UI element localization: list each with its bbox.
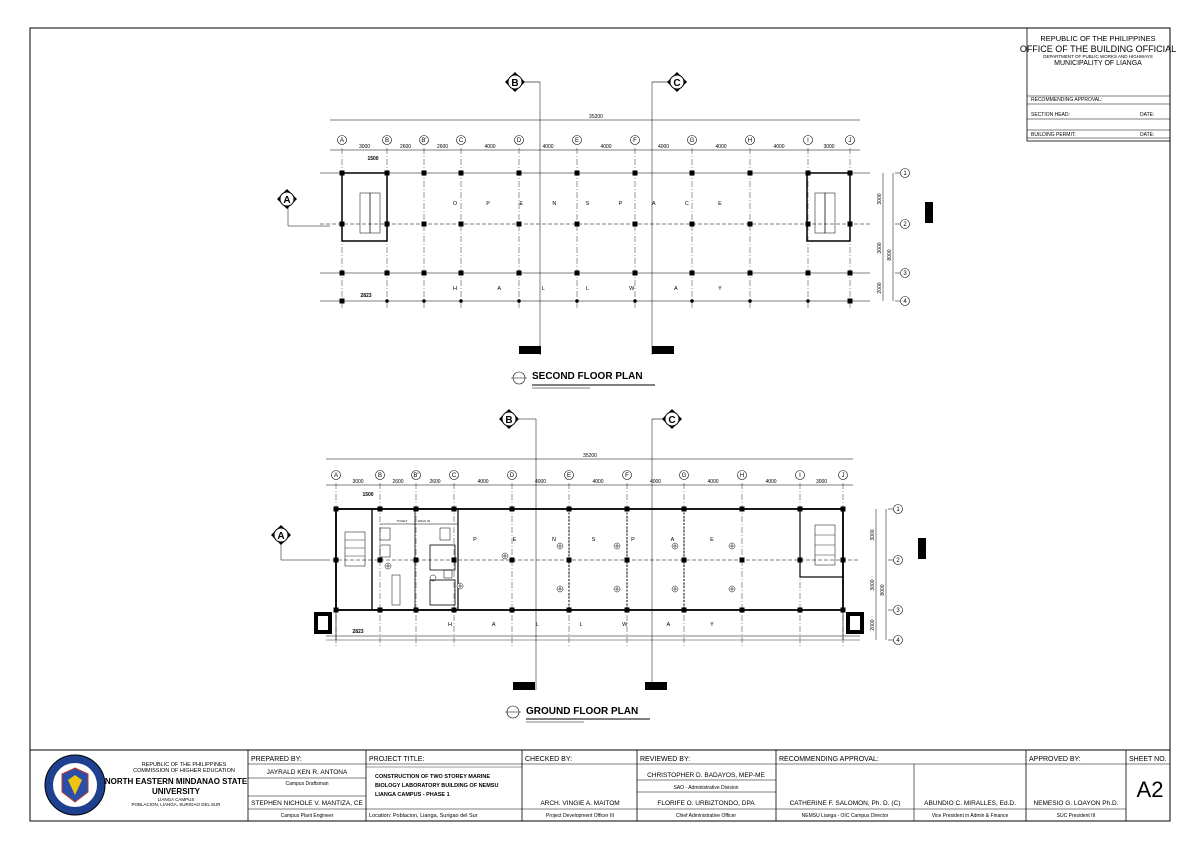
- project-title-label: PROJECT TITLE:: [369, 756, 425, 763]
- ground-floor-plan: [271, 409, 926, 722]
- prepared-role-2: Campus Plant Engineer: [280, 813, 334, 819]
- school-name: UNIVERSITY: [151, 787, 201, 796]
- row-dimension: 2000: [870, 619, 876, 631]
- entrance-right: [846, 612, 864, 634]
- column-dimension: 4000: [657, 144, 670, 150]
- grid-label: B': [421, 138, 427, 145]
- toilet-label: TOILET: [396, 519, 408, 523]
- office-date-1: DATE:: [1140, 112, 1155, 118]
- office-municipality: MUNICIPALITY OF LIANGA: [1054, 60, 1142, 67]
- room-label-letter: N: [552, 201, 557, 207]
- column-dimension: 4000: [484, 144, 496, 150]
- column-dimension: 4000: [773, 144, 785, 150]
- room-label-letter: E: [710, 537, 714, 543]
- office-dept: DEPARTMENT OF PUBLIC WORKS AND HIGHWAYS: [1043, 54, 1153, 59]
- office-republic: REPUBLIC OF THE PHILIPPINES: [1040, 34, 1156, 43]
- grid-label: J: [841, 473, 845, 480]
- stair-left: [336, 509, 372, 610]
- room-label-letter: O: [452, 201, 458, 207]
- column-dimension: 4000: [707, 479, 719, 485]
- total-row-dimension: 8000: [880, 584, 886, 596]
- office-recommending: RECOMMENDING APPROVAL:: [1031, 97, 1103, 103]
- row-label: 3: [896, 608, 900, 615]
- room-label-letter: W: [629, 286, 635, 292]
- room-label-letter: C: [684, 201, 689, 207]
- row-dimension: 3000: [877, 193, 883, 205]
- grid-label: J: [848, 138, 852, 145]
- row-label: 1: [903, 171, 907, 178]
- svg-text:GROUND FLOOR PLAN: GROUND FLOOR PLAN: [526, 706, 639, 717]
- row-dimension: 3000: [870, 579, 876, 591]
- toilet-label: WALK IN: [417, 519, 431, 523]
- rec-role-2: Vice President in Admin & Finance: [931, 813, 1009, 819]
- grid-label: E: [566, 473, 572, 480]
- column-dimension: 2600: [429, 479, 441, 485]
- column-dimension: 4000: [534, 479, 547, 485]
- room-label-letter: A: [666, 622, 671, 628]
- column-dimension: 4000: [600, 144, 612, 150]
- approved-role: SUC President III: [1056, 813, 1096, 819]
- prepared-name-1: JAYRALD KEN R. ANTONA: [266, 769, 348, 776]
- room-label-letter: S: [591, 537, 596, 543]
- stair-right: [800, 509, 843, 577]
- school-republic: REPUBLIC OF THE PHILIPPINES: [141, 762, 227, 768]
- room-label-letter: L: [579, 622, 583, 628]
- grid-label: D: [516, 138, 522, 145]
- grid-label: B: [384, 138, 390, 145]
- approved-name: NEMESIO G. LOAYON Ph.D.: [1033, 800, 1119, 807]
- total-dimension: 35200: [583, 453, 597, 459]
- office-block: [1020, 28, 1176, 141]
- school-address: POBLACION, LIANGA, SURIGAO DEL SUR: [131, 802, 221, 807]
- column-dimension: 2600: [436, 144, 449, 150]
- room-label-letter: P: [486, 201, 490, 207]
- reviewed-by-label: REVIEWED BY:: [640, 756, 691, 763]
- room-label-letter: A: [670, 537, 675, 543]
- rec-name-2: ABUNDIO C. MIRALLES, Ed.D.: [924, 800, 1016, 807]
- section-cut-mark: [513, 682, 535, 690]
- left-dimension: 2823: [352, 629, 364, 635]
- grid-label: H: [747, 138, 753, 145]
- room-label-letter: W: [622, 622, 628, 628]
- project-title-line: BIOLOGY LABORATORY BUILDING OF NEMSU: [375, 783, 499, 789]
- row-label: 2: [896, 558, 900, 565]
- grid-label: B: [377, 473, 383, 480]
- section-cut-mark: [918, 538, 926, 559]
- section-marker-c-bottom: [649, 409, 682, 690]
- checked-role: Project Development Officer III: [546, 813, 614, 819]
- room-label-letter: A: [491, 622, 496, 628]
- grid-label: I: [807, 138, 809, 145]
- room-label-letter: N: [552, 537, 556, 543]
- row-dimension: 3000: [870, 529, 876, 541]
- row-dimension: 3000: [877, 242, 883, 254]
- reviewed-role-1: SAO - Administrative Division: [673, 785, 739, 791]
- rec-name-1: CATHERINE F. SALOMON, Ph. D. (C): [789, 800, 901, 807]
- reviewed-name-1: CHRISTOPHER D. BADAYOS, MEP-ME: [647, 772, 765, 779]
- svg-text:B: B: [511, 78, 519, 89]
- room-label-letter: H: [453, 286, 457, 292]
- room-label-letter: P: [631, 537, 635, 543]
- room-label-letter: L: [535, 622, 539, 628]
- checked-name: ARCH. VINGIE A. MAITOM: [540, 800, 620, 807]
- section-marker-a-top: [277, 189, 330, 226]
- stair-right: [807, 173, 850, 241]
- row-label: 4: [903, 299, 907, 306]
- grid-label: E: [574, 138, 580, 145]
- stair-dimension: 1500: [367, 156, 379, 162]
- room-label-letter: H: [448, 622, 452, 628]
- column-dimension: 4000: [765, 479, 777, 485]
- room-label-letter: L: [541, 286, 545, 292]
- project-title-line: LIANGA CAMPUS - PHASE 1: [375, 792, 450, 798]
- grid-label: F: [625, 473, 629, 480]
- grid-label: D: [509, 473, 515, 480]
- room-label-letter: A: [651, 201, 656, 207]
- room-label-letter: E: [718, 201, 722, 207]
- second-floor-plan: [277, 72, 933, 388]
- room-label-letter: A: [673, 286, 678, 292]
- row-label: 2: [903, 222, 907, 229]
- room-label-letter: E: [512, 537, 517, 543]
- university-seal: [45, 755, 105, 815]
- column-dimension: 2600: [392, 479, 404, 485]
- sheet-no-label: SHEET NO.: [1129, 756, 1167, 763]
- section-cut-mark: [925, 202, 933, 223]
- rec-role-1: NEMSU Lianga - OIC Campus Director: [801, 813, 889, 819]
- school-campus: LIANGA CAMPUS: [157, 797, 195, 802]
- stair-dimension: 1500: [362, 492, 374, 498]
- grid-label: F: [633, 138, 637, 145]
- room-label-letter: P: [618, 201, 623, 207]
- column-dimension: 4000: [592, 479, 604, 485]
- reviewed-name-2: FLORIFE O. URBIZTONDO, DPA: [657, 800, 755, 807]
- approved-by-label: APPROVED BY:: [1029, 756, 1081, 763]
- office-title: OFFICE OF THE BUILDING OFFICIAL: [1019, 44, 1177, 54]
- svg-text:A: A: [277, 531, 285, 542]
- column-dimension: 4000: [715, 144, 727, 150]
- column-dimension: 4000: [649, 479, 662, 485]
- stair-left: [342, 173, 387, 241]
- section-cut-mark: [519, 346, 541, 354]
- left-dimension: 2823: [360, 293, 372, 299]
- column-dimension: 4000: [477, 479, 489, 485]
- reviewed-role-2: Chief Administrative Officer: [675, 813, 737, 819]
- grid-label: C: [458, 138, 464, 145]
- column-dimension: 3000: [815, 479, 828, 485]
- svg-text:B: B: [505, 415, 513, 426]
- row-label: 4: [896, 638, 900, 645]
- sheet-no: A2: [1136, 777, 1164, 802]
- svg-text:SECOND FLOOR PLAN: SECOND FLOOR PLAN: [532, 371, 643, 382]
- checked-by-label: CHECKED BY:: [525, 756, 573, 763]
- grid-label: G: [681, 473, 687, 480]
- grid-label: C: [451, 473, 457, 480]
- office-date-2: DATE:: [1140, 132, 1155, 138]
- section-marker-b-bottom: [499, 409, 536, 690]
- office-building-permit: BUILDING PERMIT:: [1031, 132, 1076, 138]
- room-label-letter: E: [519, 201, 524, 207]
- column-dimension: 3000: [352, 479, 364, 485]
- column-dimension: 3000: [358, 144, 371, 150]
- prepared-by-label: PREPARED BY:: [251, 756, 302, 763]
- prepared-role-1: Campus Draftsman: [285, 781, 329, 787]
- section-marker-b-top: [505, 72, 540, 355]
- grid-label: A: [333, 473, 339, 480]
- svg-text:C: C: [668, 415, 676, 426]
- plan-title: [511, 371, 655, 388]
- grid-label: A: [339, 138, 345, 145]
- row-label: 1: [896, 507, 900, 514]
- project-location: Location: Poblacion, Lianga, Surigao del Sur: [369, 813, 478, 819]
- room-label-letter: S: [585, 201, 590, 207]
- total-dimension: 35200: [589, 114, 603, 120]
- row-dimension: 2000: [877, 282, 883, 294]
- school-commission: COMMISSION OF HIGHER EDUCATION: [133, 768, 235, 774]
- svg-text:A: A: [283, 195, 291, 206]
- project-title-line: CONSTRUCTION OF TWO STOREY MARINE: [375, 774, 490, 780]
- section-marker-c-top: [652, 72, 687, 355]
- grid-label: H: [739, 473, 745, 480]
- recommending-label: RECOMMENDING APPROVAL:: [779, 756, 879, 763]
- room-label-letter: Y: [710, 622, 714, 628]
- room-label-letter: A: [497, 286, 502, 292]
- room-label-letter: P: [473, 537, 477, 543]
- toilet-block: [372, 509, 458, 610]
- office-section-head: SECTION HEAD:: [1031, 112, 1070, 118]
- room-label-letter: Y: [718, 286, 722, 292]
- school-name: NORTH EASTERN MINDANAO STATE: [104, 777, 248, 786]
- column-dimension: 4000: [542, 144, 554, 150]
- column-markers: [385, 543, 735, 592]
- grid-label: I: [799, 473, 801, 480]
- room-label-letter: L: [585, 286, 590, 292]
- partition-lines: [569, 509, 684, 610]
- section-cut-mark: [645, 682, 667, 690]
- column-dimension: 2600: [399, 144, 412, 150]
- grid-label: B': [413, 473, 419, 480]
- prepared-name-2: STEPHEN NICHOLE V. MANTIZA, CE: [251, 800, 363, 807]
- column-dimension: 3000: [823, 144, 835, 150]
- section-cut-mark: [652, 346, 674, 354]
- svg-text:C: C: [673, 78, 681, 89]
- total-row-dimension: 8000: [887, 249, 893, 261]
- entrance-left: [314, 612, 332, 634]
- grid-label: G: [689, 138, 695, 145]
- section-marker-a-bottom: [271, 525, 326, 560]
- row-label: 3: [903, 271, 907, 278]
- plan-title: [505, 706, 650, 722]
